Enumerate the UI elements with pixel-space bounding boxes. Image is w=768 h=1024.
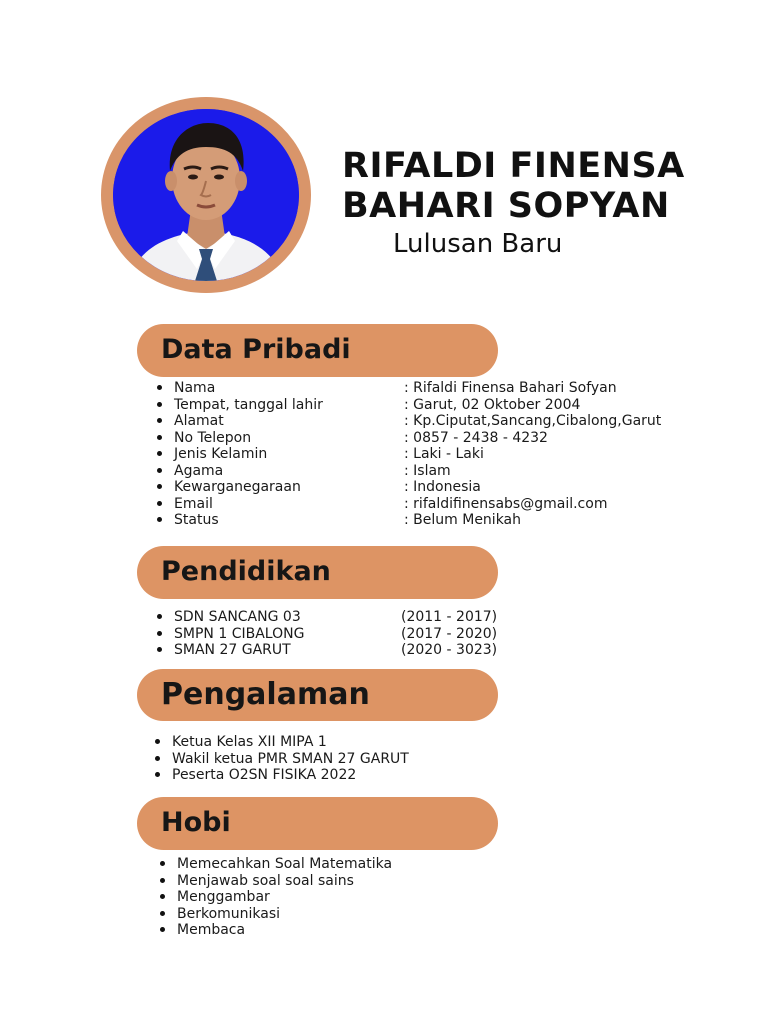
list-item (160, 889, 480, 906)
personal-label: Nama (174, 380, 216, 396)
bullet-icon (157, 435, 162, 440)
list-item (157, 397, 717, 414)
experience-item: Ketua Kelas XII MIPA 1 (172, 734, 327, 750)
profile-photo-frame (101, 97, 311, 293)
candidate-name-line1: RIFALDI FINENSA (342, 146, 685, 186)
list-item (157, 479, 717, 496)
section-title-hobbies: Hobi (161, 807, 231, 838)
list-item (157, 413, 717, 430)
section-banner-personal (137, 324, 498, 377)
education-school: SMPN 1 CIBALONG (174, 625, 305, 642)
personal-value: : rifaldifinensabs@gmail.com (404, 495, 608, 512)
list-item (157, 446, 717, 463)
bullet-icon (155, 739, 160, 744)
education-school: SMAN 27 GARUT (174, 642, 291, 658)
bullet-icon (157, 631, 162, 636)
hobby-item: Menggambar (177, 889, 270, 905)
list-item (157, 463, 717, 480)
personal-label: Agama (174, 462, 224, 479)
list-item (157, 380, 717, 397)
education-years: (2017 - 2020) (401, 625, 498, 642)
hobby-item: Membaca (177, 922, 246, 938)
list-item (160, 856, 480, 873)
bullet-icon (157, 614, 162, 619)
bullet-icon (157, 647, 162, 652)
personal-label: Tempat, tanggal lahir (174, 396, 323, 413)
candidate-name-line2: BAHARI SOPYAN (342, 186, 670, 226)
personal-value: : Kp.Ciputat,Sancang,Cibalong,Garut (404, 413, 662, 429)
bullet-icon (160, 878, 165, 883)
personal-data-list (157, 380, 717, 529)
list-item (160, 906, 480, 923)
bullet-icon (160, 861, 165, 866)
list-item (160, 873, 480, 890)
hobbies-list (160, 856, 480, 939)
personal-label: Email (174, 495, 213, 512)
education-years: (2011 - 2017) (401, 609, 498, 625)
personal-value: : Indonesia (404, 479, 481, 495)
list-item (155, 734, 475, 751)
personal-value: : 0857 - 2438 - 4232 (404, 429, 548, 446)
bullet-icon (157, 484, 162, 489)
bullet-icon (155, 772, 160, 777)
list-item (155, 751, 475, 768)
list-item (157, 642, 557, 659)
education-school: SDN SANCANG 03 (174, 609, 301, 625)
list-item (157, 430, 717, 447)
bullet-icon (157, 501, 162, 506)
section-title-experience: Pengalaman (161, 677, 370, 712)
list-item (160, 922, 480, 939)
experience-list (155, 734, 475, 784)
section-banner-experience (137, 669, 498, 721)
hobby-item: Memecahkan Soal Matematika (177, 856, 393, 872)
bullet-icon (157, 418, 162, 423)
personal-value: : Garut, 02 Oktober 2004 (404, 396, 581, 413)
person-portrait-icon (113, 109, 299, 281)
personal-label: Jenis Kelamin (174, 446, 268, 462)
profile-photo (113, 109, 299, 281)
section-banner-hobbies (137, 797, 498, 850)
hobby-item: Menjawab soal soal sains (177, 872, 354, 889)
personal-value: : Islam (404, 462, 451, 479)
bullet-icon (157, 385, 162, 390)
personal-label: Alamat (174, 413, 224, 429)
candidate-role: Lulusan Baru (393, 229, 563, 259)
hobby-item: Berkomunikasi (177, 905, 281, 922)
experience-item: Peserta O2SN FISIKA 2022 (172, 767, 357, 783)
list-item (157, 496, 717, 513)
personal-label: No Telepon (174, 429, 252, 446)
section-title-education: Pendidikan (161, 556, 331, 587)
bullet-icon (155, 756, 160, 761)
list-item (157, 512, 717, 529)
candidate-name (342, 146, 762, 226)
bullet-icon (157, 517, 162, 522)
bullet-icon (160, 927, 165, 932)
bullet-icon (157, 451, 162, 456)
bullet-icon (160, 894, 165, 899)
personal-label: Kewarganegaraan (174, 479, 301, 495)
list-item (157, 626, 557, 643)
bullet-icon (157, 468, 162, 473)
section-banner-education (137, 546, 498, 599)
list-item (155, 767, 475, 784)
personal-label: Status (174, 512, 219, 528)
bullet-icon (157, 402, 162, 407)
section-title-personal: Data Pribadi (161, 334, 351, 365)
personal-value: : Rifaldi Finensa Bahari Sofyan (404, 380, 617, 396)
experience-item: Wakil ketua PMR SMAN 27 GARUT (172, 750, 409, 767)
personal-value: : Laki - Laki (404, 446, 484, 462)
education-years: (2020 - 3023) (401, 642, 498, 658)
personal-value: : Belum Menikah (404, 512, 522, 528)
bullet-icon (160, 911, 165, 916)
education-list (157, 609, 557, 659)
list-item (157, 609, 557, 626)
